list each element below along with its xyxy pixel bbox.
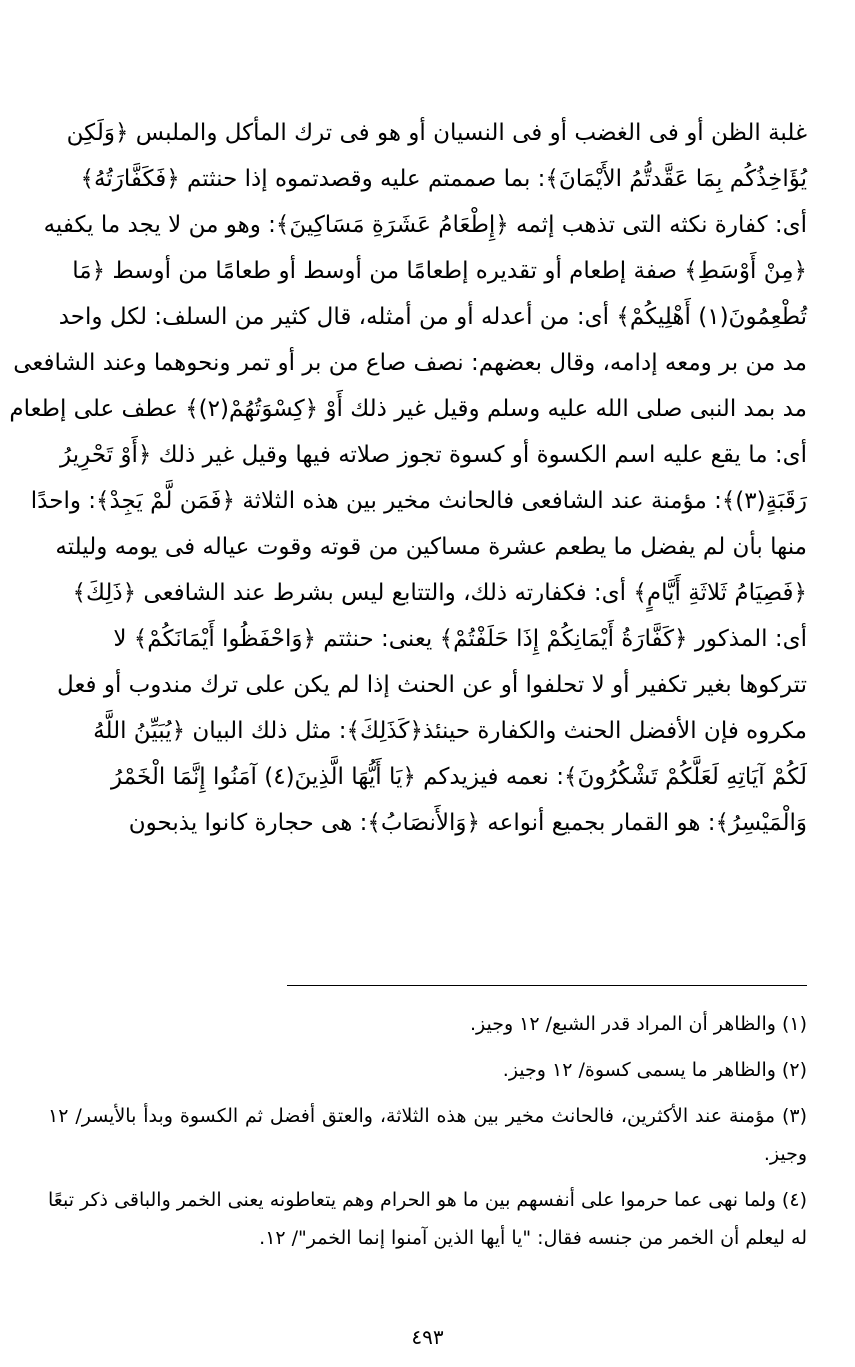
text-line: يُؤَاخِذُكُم بِمَا عَقَّدتُّمُ الأَيْمَانَ﴾: بما صممتم عليه وقصدتموه إذا حنثتم ﴿فَكَفَّارَتُهُ﴾ <box>80 166 807 192</box>
footnotes <box>48 1005 807 1265</box>
footnote-1: (١) والظاهر أن المراد قدر الشبع/ ١٢ وجيز. <box>469 1013 807 1035</box>
footnote-2: (٢) والظاهر ما يسمى كسوة/ ١٢ وجيز. <box>502 1059 807 1081</box>
text-line: مد بمد النبى صلى الله عليه وسلم وقيل غير ذلك أَوْ ﴿كِسْوَتُهُمْ(٢)﴾ عطف على إطعام <box>9 396 807 422</box>
text-line: أى: ما يقع عليه اسم الكسوة أو كسوة تجوز صلاته فيها وقيل غير ذلك ﴿أَوْ تَحْرِيرُ <box>60 442 807 468</box>
footnote-divider <box>287 985 807 986</box>
text-line: ﴿فَصِيَامُ ثَلاثَةِ أَيَّامٍ﴾ أى: فكفارته ذلك، والتتابع ليس بشرط عند الشافعى ﴿ذَلِكَ﴾ <box>72 580 807 606</box>
text-line: ﴿مِنْ أَوْسَطِ﴾ صفة إطعام أو تقديره إطعامًا من أوسط أو طعامًا من أوسط ﴿مَا <box>72 258 807 284</box>
text-line: مد من بر ومعه إدامه، وقال بعضهم: نصف صاع من بر أو تمر ونحوهما وعند الشافعى <box>13 350 807 376</box>
text-line: لَكُمْ آيَاتِهِ لَعَلَّكُمْ تَشْكُرُونَ﴾: نعمه فيزيدكم ﴿يَا أَيُّهَا الَّذِينَ(٤) آمَنُوا إِنَّمَا الْخَمْرُ <box>111 764 807 790</box>
footnote-4: (٤) ولما نهى عما حرموا على أنفسهم بين ما هو الحرام وهم يتعاطونه يعنى الخمر والباقى ذكر تبعًا له ليعلم أن الخمر من جنسه فقال: "يا أيها الذين آمنوا إنما الخمر"/ ١٢. <box>48 1189 807 1249</box>
page-number: ٤٩٣ <box>411 1325 444 1349</box>
text-line: رَقَبَةٍ(٣)﴾: مؤمنة عند الشافعى فالحانث مخير بين هذه الثلاثة ﴿فَمَن لَّمْ يَجِدْ﴾: واحدًا <box>30 488 807 514</box>
text-line: وَالْمَيْسِرُ﴾: هو القمار بجميع أنواعه ﴿وَالأَنصَابُ﴾: هى حجارة كانوا يذبحون <box>128 810 807 836</box>
text-line: غلبة الظن أو فى الغضب أو فى النسيان أو هو فى ترك المأكل والملبس ﴿وَلَكِن <box>66 120 807 146</box>
text-line: تتركوها بغير تكفير أو لا تحلفوا أو عن الحنث إذا لم يكن على ترك مندوب أو فعل <box>57 672 807 698</box>
text-line: تُطْعِمُونَ(١) أَهْلِيكُمْ﴾ أى: من أعدله أو من أمثله، قال كثير من السلف: لكل واحد <box>58 304 807 330</box>
text-line: أى: المذكور ﴿كَفَّارَةُ أَيْمَانِكُمْ إِذَا حَلَفْتُمْ﴾ يعنى: حنثتم ﴿وَاحْفَظُوا أَيْمَانَكُمْ﴾ لا <box>113 626 807 652</box>
text-line: مكروه فإن الأفضل الحنث والكفارة حينئذ﴿كَذَلِكَ﴾: مثل ذلك البيان ﴿يُبَيِّنُ اللَّهُ <box>93 718 807 744</box>
body-text <box>9 110 807 846</box>
text-line: منها بأن لم يفضل ما يطعم عشرة مساكين من قوته وقوت عياله فى يومه وليلته <box>55 534 807 560</box>
footnote-3: (٣) مؤمنة عند الأكثرين، فالحانث مخير بين هذه الثلاثة، والعتق أفضل ثم الكسوة وبدأ بالأيسر/ ١٢ وجيز. <box>48 1105 807 1165</box>
text-line: أى: كفارة نكثه التى تذهب إثمه ﴿إِطْعَامُ عَشَرَةِ مَسَاكِينَ﴾: وهو من لا يجد ما يكفيه <box>43 212 807 238</box>
